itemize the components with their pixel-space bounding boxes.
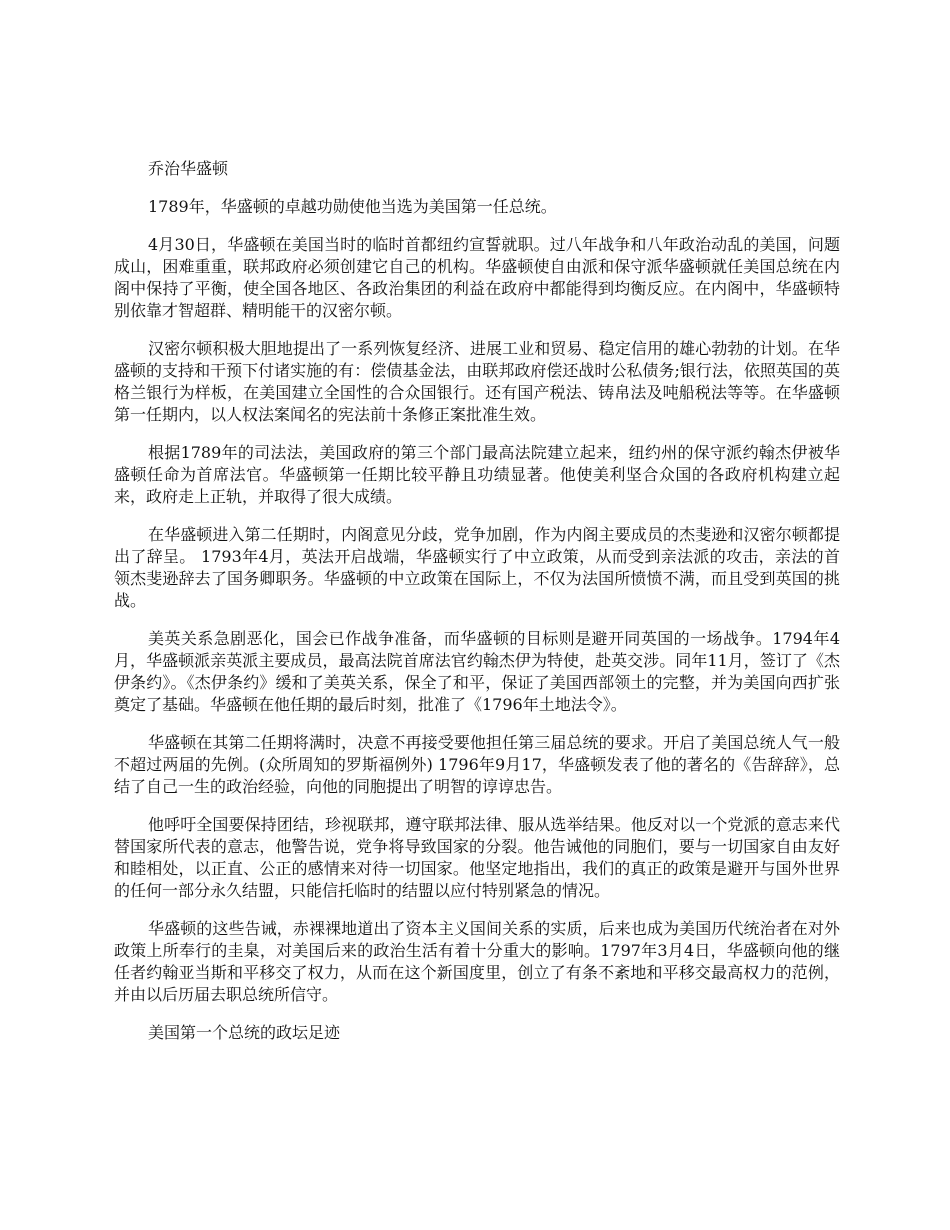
- paragraph: 根据1789年的司法法，美国政府的第三个部门最高法院建立起来，纽约州的保守派约翰杰伊被华盛顿任命为首席法官。华盛顿第一任期比较平静且功绩显著。他使美利坚合众国的各政府机构建立起来，政府走上正轨，并取得了很大成绩。: [114, 443, 840, 506]
- paragraph: 4月30日，华盛顿在美国当时的临时首都纽约宣誓就职。过八年战争和八年政治动乱的美国，问题成山，困难重重，联邦政府必须创建它自己的机构。华盛顿使自由派和保守派华盛顿就任美国总统在内阁中保持了平衡，使全国各地区、各政治集团的利益在政府中都能得到均衡反应。在内阁中，华盛顿特别依靠才智超群、精明能干的汉密尔顿。: [114, 235, 840, 320]
- paragraph: 美英关系急剧恶化，国会已作战争准备，而华盛顿的目标则是避开同英国的一场战争。1794年4月，华盛顿派亲英派主要成员，最高法院首席法官约翰杰伊为特使，赴英交涉。同年11月，签订了《杰伊条约》。《杰伊条约》缓和了美英关系，保全了和平，保证了美国西部领土的完整，并为美国向西扩张奠定了基础。华盛顿在他任期的最后时刻，批准了《1796年土地法令》。: [114, 629, 840, 714]
- paragraph: 汉密尔顿积极大胆地提出了一系列恢复经济、进展工业和贸易、稳定信用的雄心勃勃的计划。在华盛顿的支持和干预下付诸实施的有：偿债基金法，由联邦政府偿还战时公私债务;银行法，依照英国的英格兰银行为样板，在美国建立全国性的合众国银行。还有国产税法、铸帛法及吨船税法等等。在华盛顿第一任期内，以人权法案闻名的宪法前十条修正案批准生效。: [114, 339, 840, 424]
- paragraph: 华盛顿的这些告诫，赤裸裸地道出了资本主义国间关系的实质，后来也成为美国历代统治者在对外政策上所奉行的圭臬，对美国后来的政治生活有着十分重大的影响。1797年3月4日，华盛顿向他的继任者约翰亚当斯和平移交了权力，从而在这个新国度里，创立了有条不紊地和平移交最高权力的范例，并由以后历届去职总统所信守。: [114, 919, 840, 1004]
- paragraph: 华盛顿在其第二任期将满时，决意不再接受要他担任第三届总统的要求。开启了美国总统人气一般不超过两届的先例。(众所周知的罗斯福例外) 1796年9月17，华盛顿发表了他的著名的《告辞辞》，总结了自己一生的政治经验，向他的同胞提出了明智的谆谆忠告。: [114, 733, 840, 796]
- paragraph: 美国第一个总统的政坛足迹: [148, 1023, 341, 1042]
- paragraph: 在华盛顿进入第二任期时，内阁意见分歧，党争加剧，作为内阁主要成员的杰斐逊和汉密尔顿都提出了辞呈。 1793年4月，英法开启战端，华盛顿实行了中立政策，从而受到亲法派的攻击，亲法的首领杰斐逊辞去了国务卿职务。华盛顿的中立政策在国际上，不仅为法国所愤愤不满，而且受到英国的挑战。: [114, 525, 840, 610]
- paragraph: 1789年，华盛顿的卓越功勋使他当选为美国第一任总统。: [148, 197, 557, 216]
- document-body: [114, 158, 840, 1060]
- paragraph: 他呼吁全国要保持团结，珍视联邦，遵守联邦法律、服从选举结果。他反对以一个党派的意志来代替国家所代表的意志，他警告说，党争将导致国家的分裂。他告诫他的同胞们，要与一切国家自由友好和睦相处，以正直、公正的感情来对待一切国家。他坚定地指出，我们的真正的政策是避开与国外世界的任何一部分永久结盟，只能信托临时的结盟以应付特别紧急的情况。: [114, 815, 840, 900]
- document-title: 乔治华盛顿: [148, 159, 229, 178]
